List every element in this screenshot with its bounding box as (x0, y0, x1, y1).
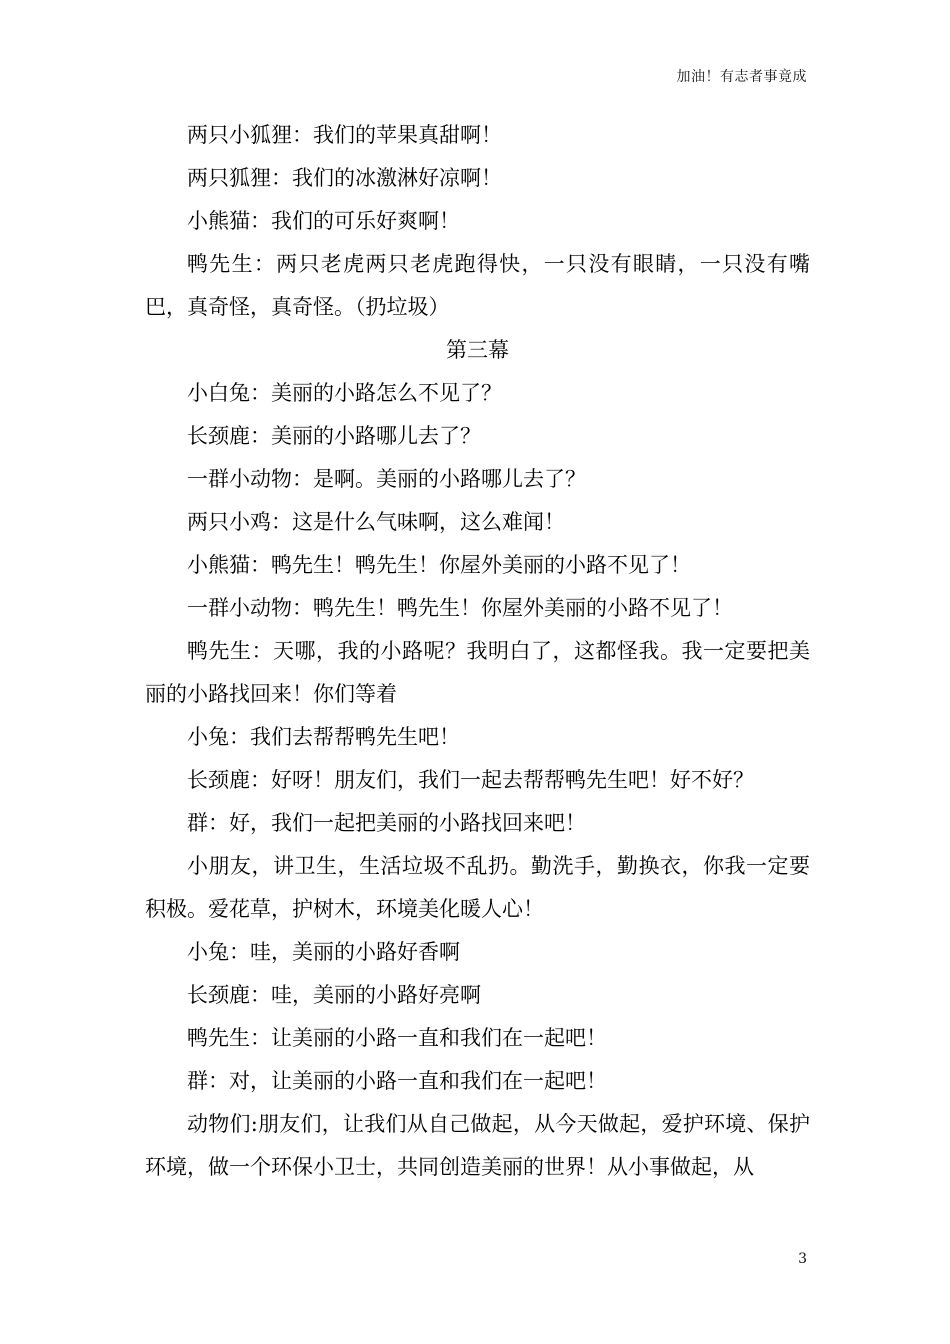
dialogue-line: 动物们:朋友们，让我们从自己做起，从今天做起，爱护环境、保护环境，做一个环保小卫士，共同创造美丽的世界！从小事做起，从 (145, 1112, 810, 1179)
narration-paragraph: 小朋友，讲卫生，生活垃圾不乱扔。勤洗手，勤换衣，你我一定要积极。爱花草，护树木，环境美化暖人心！ (145, 854, 810, 921)
document-body (145, 114, 810, 1189)
dialogue-line: 小白兔：美丽的小路怎么不见了？ (187, 381, 502, 405)
page-header: 加油！有志者事竟成 (676, 69, 807, 85)
dialogue-line: 一群小动物：鸭先生！鸭先生！你屋外美丽的小路不见了！ (187, 596, 733, 620)
dialogue-line: 群：好，我们一起把美丽的小路找回来吧！ (187, 811, 586, 835)
page-number: 3 (798, 1251, 807, 1267)
dialogue-line: 两只小鸡：这是什么气味啊，这么难闻！ (187, 510, 565, 534)
dialogue-line: 群：对，让美丽的小路一直和我们在一起吧！ (187, 1069, 607, 1093)
dialogue-line: 小熊猫：我们的可乐好爽啊！ (187, 209, 460, 233)
dialogue-line: 长颈鹿：美丽的小路哪儿去了？ (187, 424, 481, 448)
dialogue-line: 小兔：哇，美丽的小路好香啊 (187, 940, 460, 964)
dialogue-line: 鸭先生：让美丽的小路一直和我们在一起吧！ (187, 1026, 607, 1050)
dialogue-line: 小兔：我们去帮帮鸭先生吧！ (187, 725, 460, 749)
dialogue-line: 长颈鹿：哇，美丽的小路好亮啊 (187, 983, 481, 1007)
dialogue-line: 小熊猫：鸭先生！鸭先生！你屋外美丽的小路不见了！ (187, 553, 691, 577)
dialogue-line: 两只狐狸：我们的冰激淋好凉啊！ (187, 166, 502, 190)
dialogue-line: 两只小狐狸：我们的苹果真甜啊！ (187, 123, 502, 147)
dialogue-line: 一群小动物：是啊。美丽的小路哪儿去了？ (187, 467, 586, 491)
dialogue-line: 鸭先生：两只老虎两只老虎跑得快，一只没有眼睛，一只没有嘴巴，真奇怪，真奇怪。（扔垃圾） (145, 252, 810, 319)
act-title: 第三幕 (446, 338, 509, 362)
dialogue-line: 鸭先生：天哪，我的小路呢？我明白了，这都怪我。我一定要把美丽的小路找回来！你们等着 (145, 639, 810, 706)
dialogue-line: 长颈鹿：好呀！朋友们，我们一起去帮帮鸭先生吧！好不好？ (187, 768, 754, 792)
